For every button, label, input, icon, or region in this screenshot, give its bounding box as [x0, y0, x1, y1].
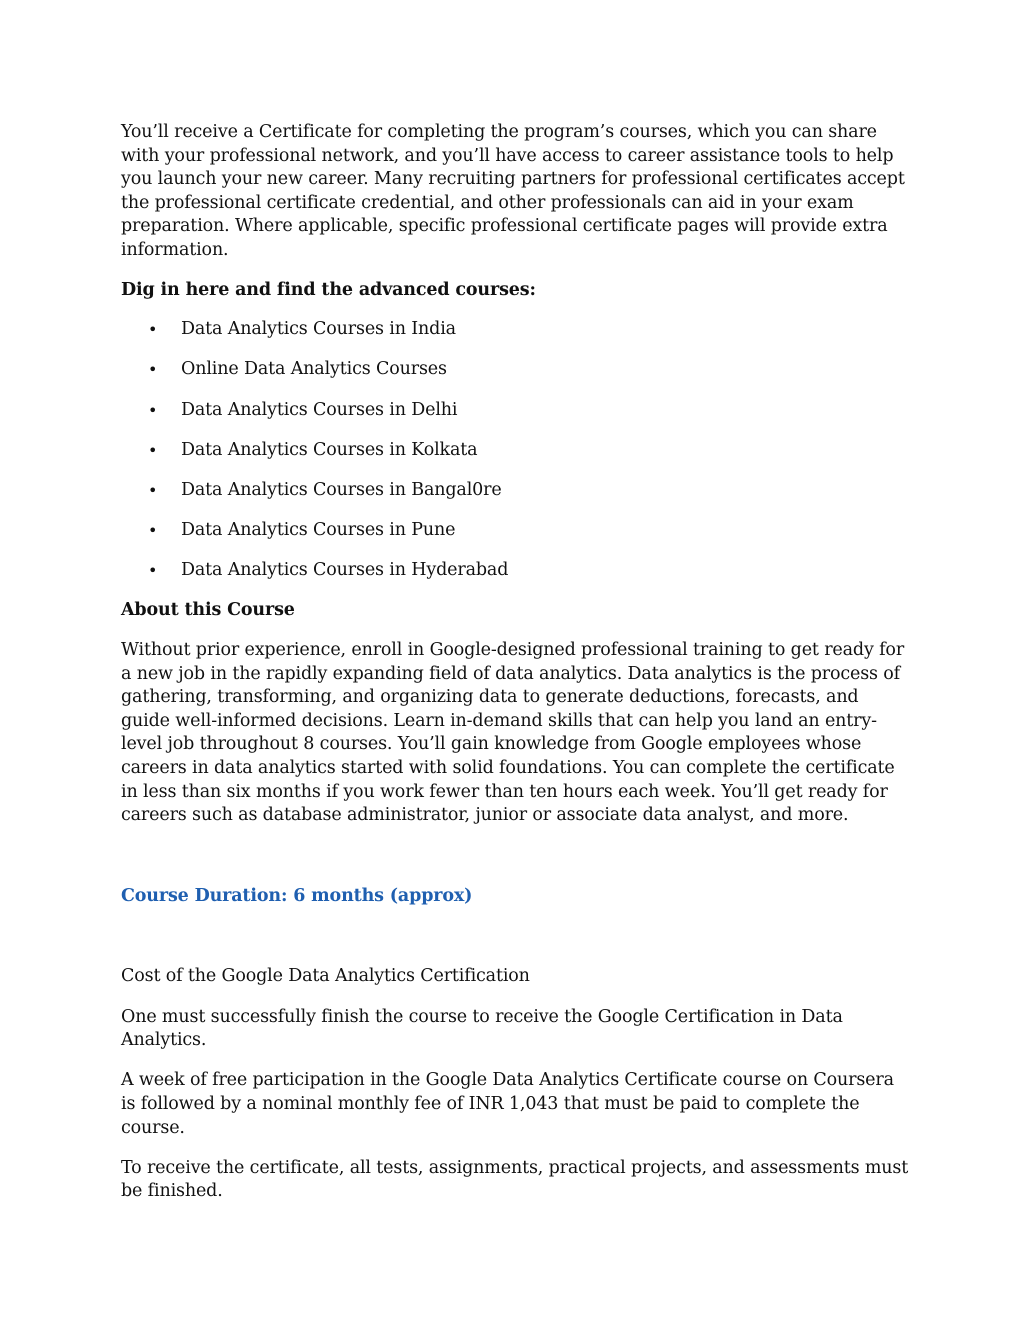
bullet-icon: • — [148, 320, 158, 340]
bullet-icon: • — [148, 360, 158, 380]
course-link-kolkata[interactable]: Data Analytics Courses in Kolkata — [181, 439, 478, 460]
list-item — [121, 399, 911, 423]
course-list — [121, 318, 911, 583]
course-link-india[interactable]: Data Analytics Courses in India — [181, 319, 456, 340]
bullet-icon: • — [148, 480, 158, 500]
cost-paragraph-3: To receive the certificate, all tests, assignments, practical projects, and assessments must be finished. — [121, 1157, 909, 1202]
list-item — [121, 479, 911, 503]
course-duration-heading: Course Duration: 6 months (approx) — [121, 885, 473, 906]
list-item — [121, 439, 911, 463]
cost-paragraph-1: One must successfully finish the course to receive the Google Certification in Data Analytics. — [121, 1006, 843, 1051]
course-link-online[interactable]: Online Data Analytics Courses — [181, 359, 447, 380]
advanced-courses-heading: Dig in here and find the advanced courses: — [121, 279, 536, 300]
bullet-icon: • — [148, 440, 158, 460]
about-course-heading: About this Course — [121, 600, 295, 621]
document-page — [121, 121, 911, 1204]
intro-paragraph: You’ll receive a Certificate for completing the program’s courses, which you can share with your professional network, and you’ll have access to career assistance tools to help you launch your new career. Many recruiting partners for professional certificates accept the professional certificate credential, and other professionals can aid in your exam preparation. Where applicable, specific professional certificate pages will provide extra information. — [121, 122, 905, 260]
course-link-hyderabad[interactable]: Data Analytics Courses in Hyderabad — [181, 560, 509, 581]
course-link-bangalore[interactable]: Data Analytics Courses in Bangal0re — [181, 479, 502, 500]
list-item — [121, 559, 911, 583]
list-item — [121, 358, 911, 382]
course-link-pune[interactable]: Data Analytics Courses in Pune — [181, 520, 456, 541]
course-link-delhi[interactable]: Data Analytics Courses in Delhi — [181, 399, 458, 420]
bullet-icon: • — [148, 561, 158, 581]
list-item — [121, 318, 911, 342]
cost-title: Cost of the Google Data Analytics Certification — [121, 966, 530, 987]
about-course-paragraph: Without prior experience, enroll in Google-designed professional training to get ready for a new job in the rapidly expanding field of data analytics. Data analytics is the process of gathering, transforming, and organizing data to generate deductions, forecasts, and guide well-informed decisions. Learn in-demand skills that can help you land an entry-level job throughout 8 courses. You’ll gain knowledge from Google employees whose careers in data analytics started with solid foundations. You can complete the certificate in less than six months if you work fewer than ten hours each week. You’ll get ready for careers such as database administrator, junior or associate data analyst, and more. — [121, 640, 905, 826]
cost-paragraph-2: A week of free participation in the Google Data Analytics Certificate course on Coursera is followed by a nominal monthly fee of INR 1,043 that must be paid to complete the course. — [121, 1070, 894, 1138]
bullet-icon: • — [148, 521, 158, 541]
bullet-icon: • — [148, 400, 158, 420]
list-item — [121, 519, 911, 543]
